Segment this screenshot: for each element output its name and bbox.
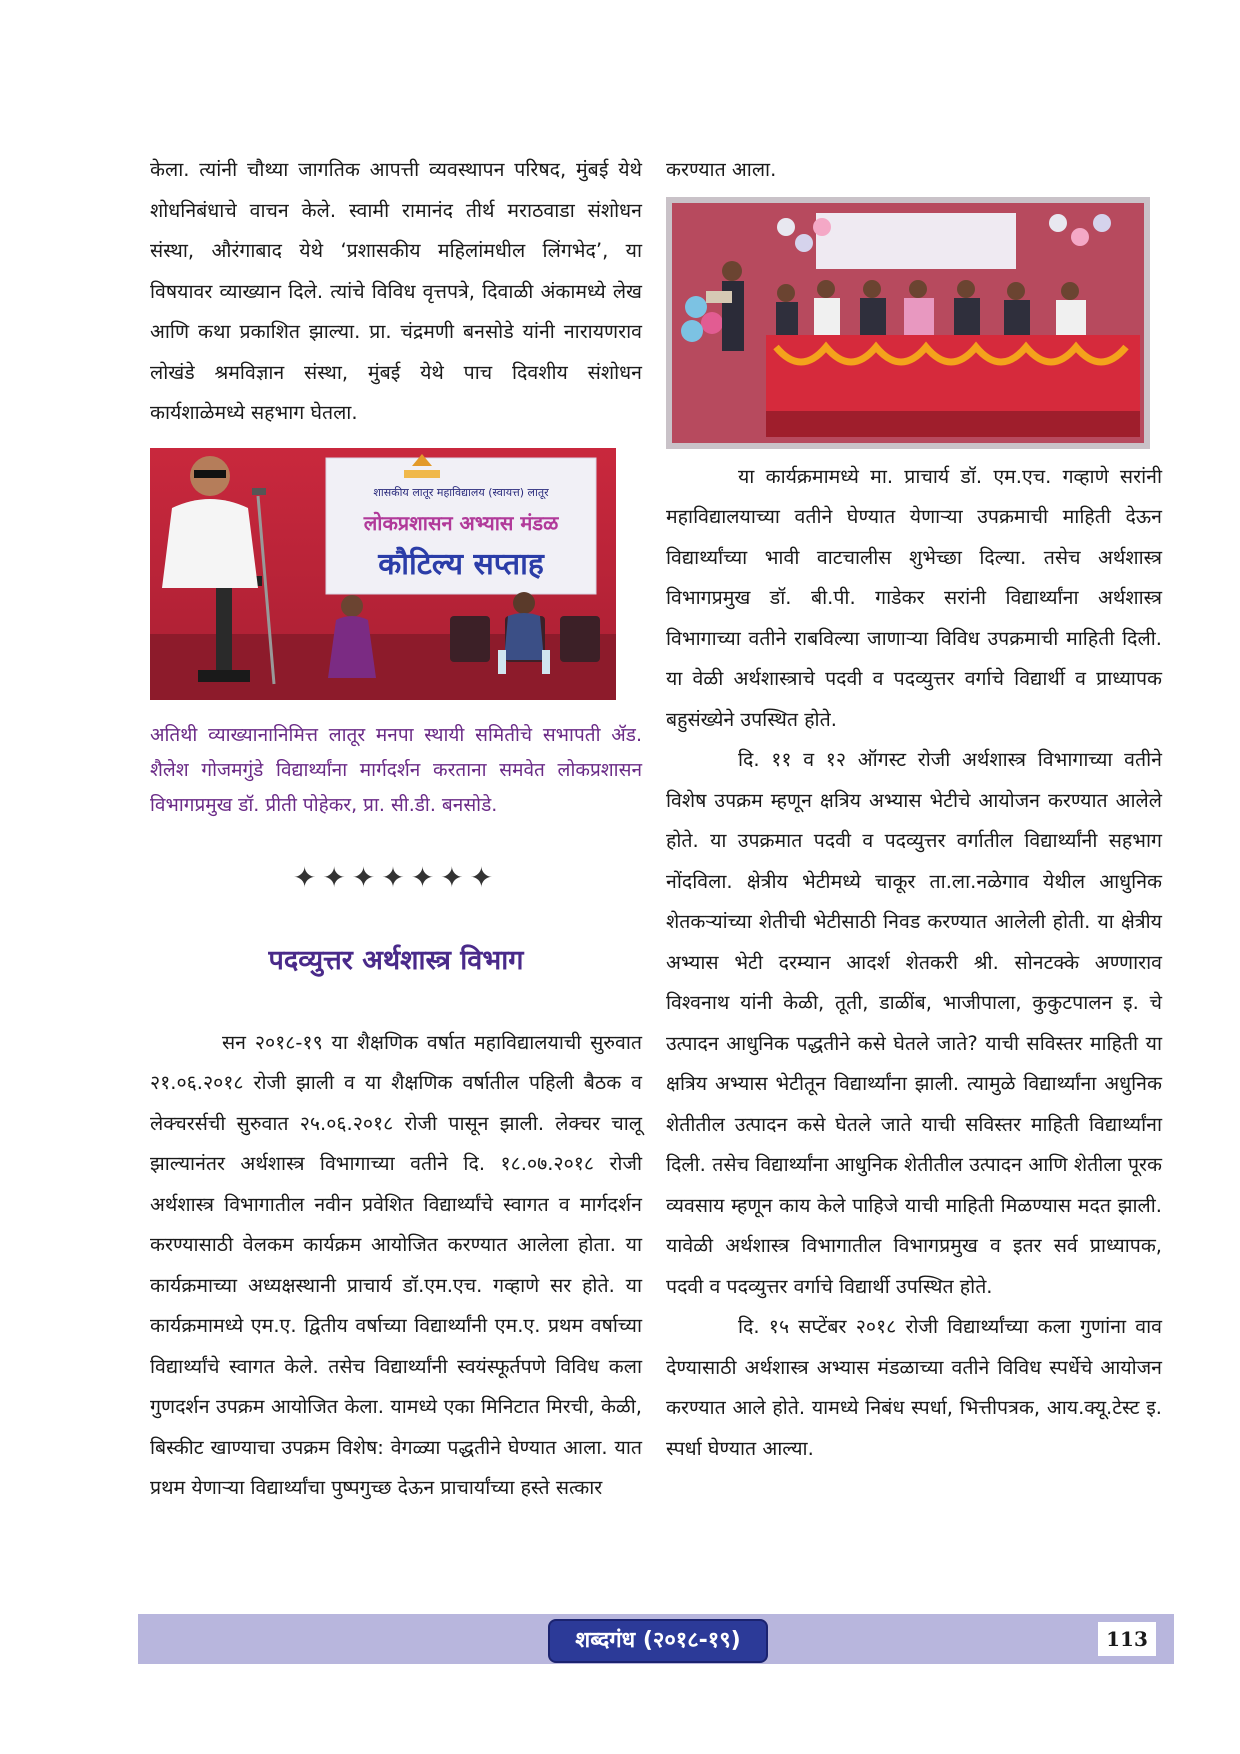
- section-heading: पदव्युत्तर अर्थशास्त्र विभाग: [268, 944, 524, 976]
- right-paragraph-2: या कार्यक्रमामध्ये मा. प्राचार्य डॉ. एम.एच. गव्हाणे सरांनी महाविद्यालयाच्या वतीने घेण्यात येणाऱ्या उपक्रमाची माहिती देऊन विद्यार्थ्यांच्या भावी वाटचालीस शुभेच्छा दिल्या. तसेच अर्थशास्त्र विभागप्रमुख डॉ. बी.पी. गाडेकर सरांनी विद्यार्थ्यांना अर्थशास्त्र विभागाच्या वतीने राबविल्या जाणाऱ्या विविध उपक्रमाची माहिती दिली. या वेळी अर्थशास्त्राचे पदवी व पदव्युत्तर वर्गाचे विद्यार्थी व प्राध्यापक बहुसंख्येने उपस्थित होते.: [666, 464, 1162, 731]
- left-column: [150, 150, 642, 1509]
- banner-line-2: लोकप्रशासन अभ्यास मंडळ: [363, 510, 559, 535]
- page-number: 113: [1098, 1622, 1156, 1656]
- lecture-photo-image: [150, 448, 616, 700]
- page-footer: [138, 1614, 1174, 1664]
- photo-caption: अतिथी व्याख्यानानिमित्त लातूर मनपा स्थायी समितीचे सभापती ॲड. शैलेश गोजमगुंडे विद्यार्थ्यांना मार्गदर्शन करताना समवेत लोकप्रशासन विभागप्रमुख डॉ. प्रीती पोहेकर, प्रा. सी.डी. बनसोडे.: [150, 723, 642, 816]
- right-paragraph-4: दि. १५ सप्टेंबर २०१८ रोजी विद्यार्थ्यांच्या कला गुणांना वाव देण्यासाठी अर्थशास्त्र अभ्यास मंडळाच्या वतीने विविध स्पर्धेचे आयोजन करण्यात आले होते. यामध्ये निबंध स्पर्धा, भित्तीपत्रक, आय.क्यू.टेस्ट इ. स्पर्धा घेण्यात आल्या.: [666, 1315, 1162, 1460]
- section-divider: ✦✦✦✦✦✦✦: [292, 860, 500, 894]
- banner-line-3: कौटिल्य सप्ताह: [378, 546, 544, 582]
- left-paragraph-2: सन २०१८-१९ या शैक्षणिक वर्षात महाविद्यालयाची सुरुवात २१.०६.२०१८ रोजी झाली व या शैक्षणिक वर्षातील पहिली बैठक व लेक्चरर्सची सुरुवात २५.०६.२०१८ रोजी पासून झाली. लेक्चर चालू झाल्यानंतर अर्थशास्त्र विभागाच्या वतीने दि. १८.०७.२०१८ रोजी अर्थशास्त्र विभागातील नवीन प्रवेशित विद्यार्थ्यांचे स्वागत व मार्गदर्शन करण्यासाठी वेलकम कार्यक्रम आयोजित करण्यात आलेला होता. या कार्यक्रमाच्या अध्यक्षस्थानी प्राचार्य डॉ.एम.एच. गव्हाणे सर होते. या कार्यक्रमामध्ये एम.ए. द्वितीय वर्षाच्या विद्यार्थ्यांनी एम.ए. प्रथम वर्षाच्या विद्यार्थ्यांचे स्वागत केले. तसेच विद्यार्थ्यांनी स्वयंस्फूर्तपणे विविध कला गुणदर्शन उपक्रम आयोजित केला. यामध्ये एका मिनिटात मिरची, केळी, बिस्कीट खाण्याचा उपक्रम विशेष: वेगळ्या पद्धतीने घेण्यात आला. यात प्रथम येणाऱ्या विद्यार्थ्यांचा पुष्पगुच्छ देऊन प्राचार्यांच्या हस्ते सत्कार: [150, 1030, 642, 1499]
- lecture-photo: [150, 448, 616, 700]
- right-column: [666, 150, 1162, 1469]
- stage-photo: [666, 197, 1150, 449]
- left-paragraph-1: केला. त्यांनी चौथ्या जागतिक आपत्ती व्यवस्थापन परिषद, मुंबई येथे शोधनिबंधाचे वाचन केले. स्वामी रामानंद तीर्थ मराठवाडा संशोधन संस्था, औरंगाबाद येथे ‘प्रशासकीय महिलांमधील लिंगभेद’, या विषयावर व्याख्यान दिले. त्यांचे विविध वृत्तपत्रे, दिवाळी अंकामध्ये लेख आणि कथा प्रकाशित झाल्या. प्रा. चंद्रमणी बनसोडे यांनी नारायणराव लोखंडे श्रमविज्ञान संस्था, मुंबई येथे पाच दिवशीय संशोधन कार्यशाळेमध्ये सहभाग घेतला.: [150, 158, 642, 424]
- magazine-title: शब्दगंध (२०१८-१९): [548, 1619, 768, 1663]
- banner-line-1: शासकीय लातूर महाविद्यालय (स्वायत्त) लातूर: [373, 485, 549, 499]
- right-paragraph-3: दि. ११ व १२ ऑगस्ट रोजी अर्थशास्त्र विभागाच्या वतीने विशेष उपक्रम म्हणून क्षत्रिय अभ्यास भेटीचे आयोजन करण्यात आलेले होते. या उपक्रमात पदवी व पदव्युत्तर वर्गातील विद्यार्थ्यांनी सहभाग नोंदविला. क्षेत्रीय भेटीमध्ये चाकूर ता.ला.नळेगाव येथील आधुनिक शेतकऱ्यांच्या शेतीची भेटीसाठी निवड करण्यात आलेली होती. या क्षेत्रीय अभ्यास भेटी दरम्यान आदर्श शेतकरी श्री. सोनटक्के अण्णाराव विश्वनाथ यांनी केळी, तूती, डाळींब, भाजीपाला, कुकुटपालन इ. चे उत्पादन आधुनिक पद्धतीने कसे घेतले जाते? याची सविस्तर माहिती या क्षत्रिय अभ्यास भेटीतून विद्यार्थ्यांना झाली. त्यामुळे विद्यार्थ्यांना अधुनिक शेतीतील उत्पादन कसे घेतले जाते याची सविस्तर माहिती विद्यार्थ्यांना दिली. तसेच विद्यार्थ्यांना आधुनिक शेतीतील उत्पादन आणि शेतीला पूरक व्यवसाय म्हणून काय केले पाहिजे याची माहिती मिळण्यास मदत झाली. यावेळी अर्थशास्त्र विभागातील विभागप्रमुख व इतर सर्व प्राध्यापक, पदवी व पदव्युत्तर वर्गाचे विद्यार्थी उपस्थित होते.: [666, 748, 1162, 1298]
- right-paragraph-1: करण्यात आला.: [666, 158, 777, 181]
- stage-photo-image: [666, 197, 1150, 449]
